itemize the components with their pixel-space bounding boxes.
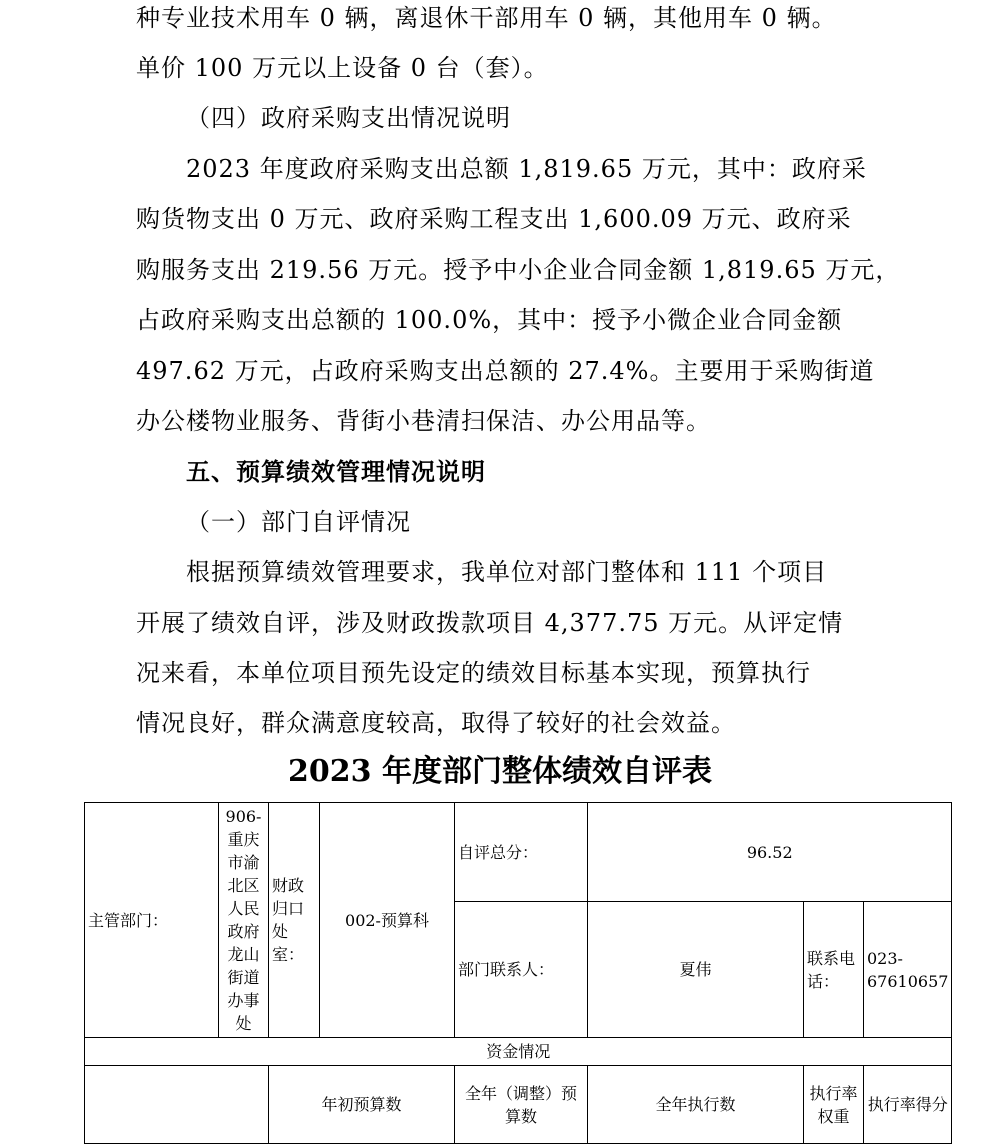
score-label: 自评总分： bbox=[455, 803, 588, 902]
phone-value: 023-67610657 bbox=[864, 902, 952, 1038]
dept-label: 主管部门： bbox=[85, 803, 219, 1038]
paragraph-line: 办公楼物业服务、背街小巷清扫保洁、办公用品等。 bbox=[136, 407, 711, 435]
paragraph-line: 2023 年度政府采购支出总额 1,819.65 万元，其中：政府采 bbox=[186, 155, 867, 183]
paragraph-line: 购服务支出 219.56 万元。授予中小企业合同金额 1,819.65 万元， bbox=[136, 256, 901, 284]
contact-label: 部门联系人： bbox=[455, 902, 588, 1038]
col-executed: 全年执行数 bbox=[588, 1066, 804, 1144]
office-value: 002-预算科 bbox=[320, 803, 455, 1038]
score-value: 96.52 bbox=[588, 803, 952, 902]
paragraph-line: 况来看，本单位项目预先设定的绩效目标基本实现，预算执行 bbox=[136, 659, 811, 687]
chapter-heading: 五、预算绩效管理情况说明 bbox=[186, 458, 486, 486]
paragraph-line: 根据预算绩效管理要求，我单位对部门整体和 111 个项目 bbox=[186, 558, 828, 586]
col-initial-budget: 年初预算数 bbox=[269, 1066, 455, 1144]
col-adjusted-budget: 全年（调整）预算数 bbox=[455, 1066, 588, 1144]
paragraph-line: 种专业技术用车 0 辆，离退休干部用车 0 辆，其他用车 0 辆。 bbox=[136, 4, 837, 32]
col-rate-weight: 执行率权重 bbox=[804, 1066, 864, 1144]
paragraph-line: 占政府采购支出总额的 100.0%，其中：授予小微企业合同金额 bbox=[136, 306, 843, 334]
col-rate-score: 执行率得分 bbox=[864, 1066, 952, 1144]
section-heading: （四）政府采购支出情况说明 bbox=[186, 104, 511, 132]
empty-cell bbox=[85, 1066, 269, 1144]
evaluation-table bbox=[84, 802, 952, 1144]
phone-label: 联系电话： bbox=[804, 902, 864, 1038]
table-title: 2023 年度部门整体绩效自评表 bbox=[288, 754, 712, 789]
paragraph-line: 开展了绩效自评，涉及财政拨款项目 4,377.75 万元。从评定情 bbox=[136, 609, 844, 637]
paragraph-line: 497.62 万元，占政府采购支出总额的 27.4%。主要用于采购街道 bbox=[136, 357, 875, 385]
office-label: 财政归口处室： bbox=[269, 803, 320, 1038]
funds-header: 资金情况 bbox=[85, 1038, 952, 1066]
dept-value: 906-重庆市渝北区人民政府龙山街道办事处 bbox=[219, 803, 269, 1038]
paragraph-line: 单价 100 万元以上设备 0 台（套）。 bbox=[136, 54, 549, 82]
section-heading: （一）部门自评情况 bbox=[186, 508, 411, 536]
paragraph-line: 情况良好，群众满意度较高，取得了较好的社会效益。 bbox=[136, 709, 736, 737]
paragraph-line: 购货物支出 0 万元、政府采购工程支出 1,600.09 万元、政府采 bbox=[136, 205, 852, 233]
contact-value: 夏伟 bbox=[588, 902, 804, 1038]
